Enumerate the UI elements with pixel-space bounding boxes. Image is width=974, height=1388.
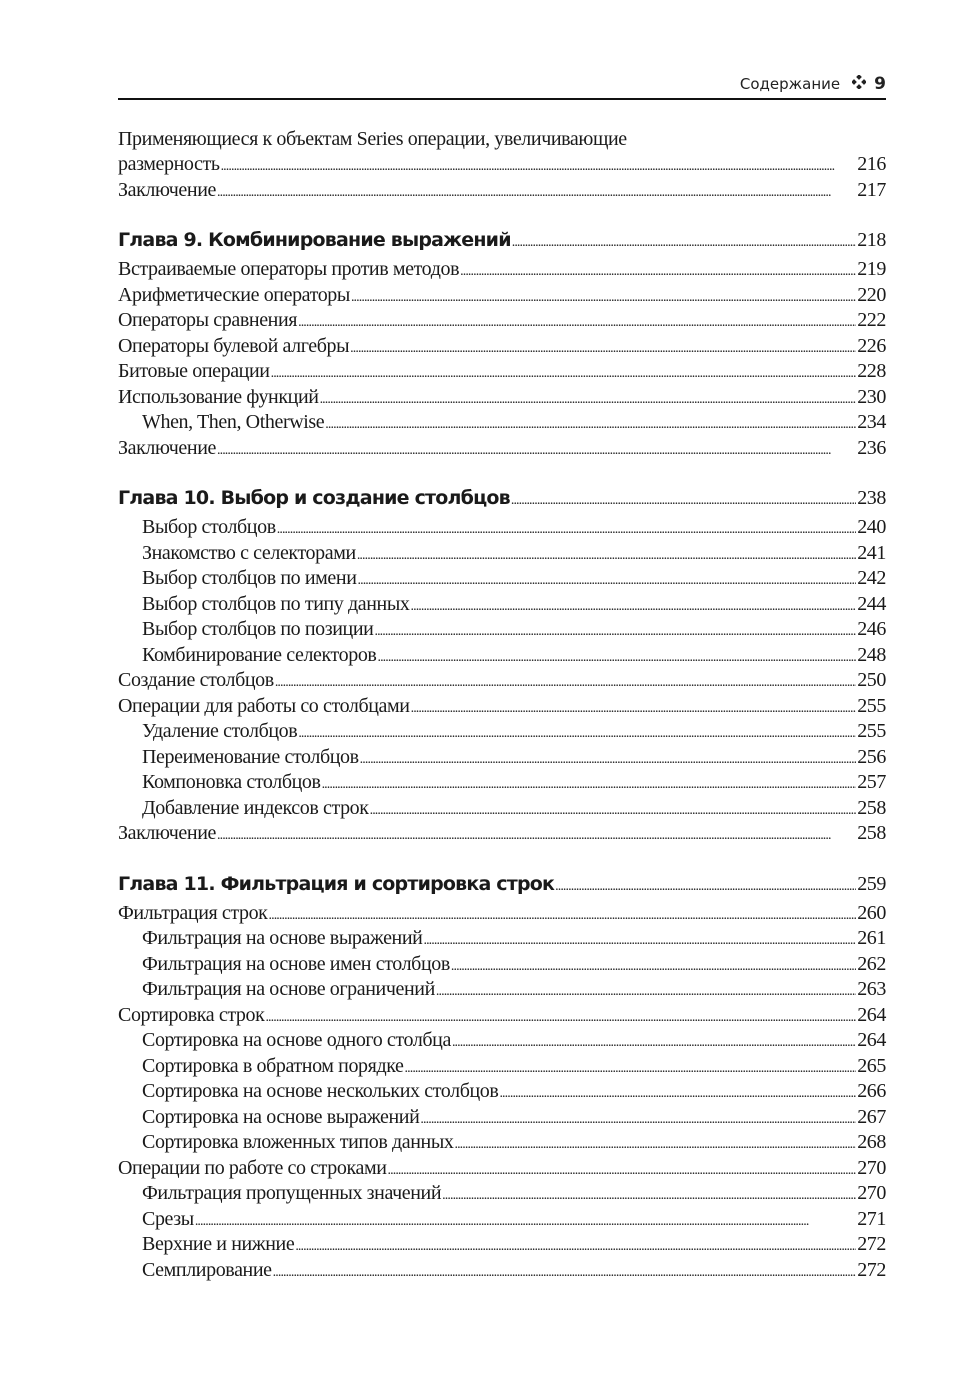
toc-entry[interactable] xyxy=(118,1232,886,1258)
toc-entry[interactable] xyxy=(118,1003,886,1029)
toc-entry-label: Операции для работы со столбцами xyxy=(118,694,410,717)
toc-entry-page: 220 xyxy=(857,283,886,306)
toc-entry-label: Фильтрация на основе выражений xyxy=(142,927,423,949)
toc-entry-page: 234 xyxy=(857,411,886,433)
toc-entry-page: 222 xyxy=(857,309,886,331)
toc-entry-label: Фильтрация строк xyxy=(118,901,268,924)
toc-entry-page: 272 xyxy=(857,1233,886,1255)
dot-leader xyxy=(269,903,857,929)
toc-entry-label: Сортировка строк xyxy=(118,1003,265,1026)
toc-entry-page: 217 xyxy=(857,178,886,201)
toc-entry-label: When, Then, Otherwise xyxy=(142,411,325,433)
dot-leader xyxy=(295,1234,856,1260)
dot-leader xyxy=(512,227,856,258)
toc-entry-page: 255 xyxy=(857,694,886,717)
toc-entry-page: 270 xyxy=(857,1182,886,1204)
toc-entry[interactable] xyxy=(118,796,886,822)
toc-entry-label: Выбор столбцов по имени xyxy=(142,567,357,589)
toc-entry[interactable] xyxy=(118,694,886,720)
toc-entry-page: 266 xyxy=(857,1080,886,1102)
dot-leader xyxy=(411,696,857,722)
toc-entry-page: 272 xyxy=(857,1258,886,1281)
toc-entry[interactable] xyxy=(118,1258,886,1284)
toc-entry-label: Арифметические операторы xyxy=(118,283,350,306)
toc-entry[interactable] xyxy=(118,952,886,978)
dot-leader xyxy=(221,154,857,180)
toc-entry-label: Битовые операции xyxy=(118,360,270,382)
toc-entry[interactable] xyxy=(118,1130,886,1156)
toc-entry-page: 250 xyxy=(857,669,886,691)
dot-leader xyxy=(277,517,856,543)
toc-entry[interactable] xyxy=(118,385,886,411)
toc-entry-label: Переименование столбцов xyxy=(142,745,359,768)
toc-chapter-page: 218 xyxy=(857,229,886,251)
toc-entry-label: Срезы xyxy=(142,1207,194,1230)
running-header xyxy=(118,70,886,98)
toc-entry-page: 228 xyxy=(857,360,886,382)
toc-entry-label: Заключение xyxy=(118,178,216,201)
toc-entry-page: 268 xyxy=(857,1131,886,1153)
toc-entry-page: 256 xyxy=(857,745,886,768)
toc-entry-continuation-line1: Применяющиеся к объектам Series операции, увеличивающие xyxy=(118,128,627,150)
toc-entry[interactable] xyxy=(118,977,886,1003)
dot-leader xyxy=(442,1183,856,1209)
toc-entry[interactable] xyxy=(118,1181,886,1207)
toc-entry[interactable] xyxy=(118,515,886,541)
toc-entry[interactable] xyxy=(118,566,886,592)
toc-entry-label: Сортировка вложенных типов данных xyxy=(142,1131,454,1153)
toc-entry[interactable] xyxy=(118,334,886,360)
toc-entry-label: Встраиваемые операторы против методов xyxy=(118,258,460,280)
toc-entry-label: Компоновка столбцов xyxy=(142,771,321,793)
toc-entry-label: Операторы сравнения xyxy=(118,309,298,331)
toc-chapter-page: 259 xyxy=(857,872,886,895)
toc-entry-label: Фильтрация на основе ограничений xyxy=(142,978,435,1000)
table-of-contents xyxy=(118,126,886,1283)
dot-leader xyxy=(325,412,856,438)
dot-leader xyxy=(298,310,856,336)
toc-chapter-label: Глава 9. Комбинирование выражений xyxy=(118,229,511,251)
toc-entry-page: 261 xyxy=(857,927,886,949)
toc-entry[interactable] xyxy=(118,1105,886,1131)
toc-entry-label: Операции по работе со строками xyxy=(118,1156,387,1179)
toc-entry[interactable] xyxy=(118,821,886,847)
toc-entry-page: 255 xyxy=(857,720,886,742)
section-title: Содержание xyxy=(739,75,841,93)
toc-entry-page: 241 xyxy=(857,541,886,564)
toc-entry-label: Сортировка в обратном порядке xyxy=(142,1054,404,1077)
toc-entry-label: Сортировка на основе одного столбца xyxy=(142,1029,451,1051)
toc-entry[interactable] xyxy=(118,1054,886,1080)
dot-leader xyxy=(420,1107,856,1133)
dot-leader xyxy=(555,871,856,902)
dot-leader xyxy=(436,979,856,1005)
toc-entry-page: 216 xyxy=(857,153,886,175)
toc-entry[interactable] xyxy=(118,257,886,283)
dot-leader xyxy=(275,670,856,696)
toc-chapter-label: Глава 11. Фильтрация и сортировка строк xyxy=(118,872,555,895)
toc-entry[interactable] xyxy=(118,152,886,178)
dot-leader xyxy=(370,798,857,824)
dot-leader xyxy=(350,336,856,362)
toc-entry-page: 265 xyxy=(857,1054,886,1077)
toc-entry-page: 244 xyxy=(857,592,886,615)
toc-chapter-page: 238 xyxy=(857,487,886,509)
dot-leader xyxy=(195,1209,856,1235)
dot-leader xyxy=(388,1158,857,1184)
toc-entry[interactable] xyxy=(118,668,886,694)
toc-entry-label: Выбор столбцов по типу данных xyxy=(142,592,410,615)
toc-entry[interactable] xyxy=(118,745,886,771)
dot-leader xyxy=(217,438,856,464)
dot-leader xyxy=(423,928,856,954)
toc-chapter[interactable] xyxy=(118,483,886,514)
dot-leader xyxy=(271,361,857,387)
toc-entry-page: 242 xyxy=(857,567,886,589)
dot-leader xyxy=(217,180,856,206)
dot-leader xyxy=(320,387,857,413)
toc-entry[interactable] xyxy=(118,901,886,927)
toc-entry-label: Добавление индексов строк xyxy=(142,796,369,819)
toc-entry-label: Фильтрация на основе имен столбцов xyxy=(142,952,450,975)
dot-leader xyxy=(405,1056,857,1082)
toc-entry-label: Комбинирование селекторов xyxy=(142,643,377,666)
toc-entry-label: Верхние и нижние xyxy=(142,1233,295,1255)
toc-entry[interactable] xyxy=(118,617,886,643)
toc-entry-label: Выбор столбцов xyxy=(142,516,276,538)
toc-entry-page: 257 xyxy=(857,771,886,793)
toc-entry-page: 264 xyxy=(857,1003,886,1026)
dot-leader xyxy=(511,485,856,516)
toc-entry-label: размерность xyxy=(118,153,220,175)
dot-leader xyxy=(411,594,857,620)
toc-entry-label: Сортировка на основе выражений xyxy=(142,1105,420,1128)
dot-leader xyxy=(451,954,856,980)
dot-leader xyxy=(265,1005,856,1031)
toc-entry-label: Сортировка на основе нескольких столбцов xyxy=(142,1080,499,1102)
toc-entry[interactable] xyxy=(118,1156,886,1182)
toc-entry-label: Выбор столбцов по позиции xyxy=(142,618,374,640)
toc-entry[interactable] xyxy=(118,643,886,669)
toc-entry[interactable] xyxy=(118,308,886,334)
header-rule xyxy=(118,98,886,100)
toc-entry-page: 264 xyxy=(857,1029,886,1051)
toc-entry-label: Семплирование xyxy=(142,1258,272,1281)
dot-leader xyxy=(454,1132,856,1158)
page-number: 9 xyxy=(874,74,886,94)
dot-leader xyxy=(360,747,857,773)
toc-entry-label: Создание столбцов xyxy=(118,669,274,691)
toc-entry-label: Знакомство с селекторами xyxy=(142,541,356,564)
toc-chapter[interactable] xyxy=(118,225,886,256)
toc-chapter-label: Глава 10. Выбор и создание столбцов xyxy=(118,487,510,509)
toc-entry-page: 258 xyxy=(857,822,886,844)
dot-leader xyxy=(452,1030,856,1056)
dot-leader xyxy=(358,568,857,594)
dot-leader xyxy=(357,543,856,569)
toc-entry[interactable] xyxy=(118,410,886,436)
toc-entry[interactable] xyxy=(118,926,886,952)
four-diamond-ornament-icon xyxy=(852,75,866,93)
toc-entry-page: 246 xyxy=(857,618,886,640)
toc-entry-label: Заключение xyxy=(118,822,216,844)
dot-leader xyxy=(374,619,856,645)
toc-entry-page: 270 xyxy=(857,1156,886,1179)
toc-entry-page: 219 xyxy=(857,258,886,280)
toc-entry[interactable] xyxy=(118,592,886,618)
toc-entry-page: 258 xyxy=(857,796,886,819)
toc-entry-page: 230 xyxy=(857,385,886,408)
toc-entry-page: 236 xyxy=(857,436,886,459)
toc-entry[interactable] xyxy=(118,178,886,204)
toc-entry[interactable] xyxy=(118,1079,886,1105)
toc-entry-label: Фильтрация пропущенных значений xyxy=(142,1182,442,1204)
toc-entry[interactable] xyxy=(118,436,886,462)
toc-chapter[interactable] xyxy=(118,869,886,900)
toc-entry-page: 263 xyxy=(857,978,886,1000)
toc-entry-label: Заключение xyxy=(118,436,216,459)
dot-leader xyxy=(298,721,856,747)
dot-leader xyxy=(377,645,856,671)
dot-leader xyxy=(273,1260,857,1286)
toc-entry[interactable] xyxy=(118,770,886,796)
dot-leader xyxy=(499,1081,856,1107)
dot-leader xyxy=(460,259,856,285)
toc-entry-page: 248 xyxy=(857,643,886,666)
toc-entry-label: Использование функций xyxy=(118,385,319,408)
toc-entry-page: 267 xyxy=(857,1105,886,1128)
toc-entry[interactable] xyxy=(118,541,886,567)
toc-entry-label: Операторы булевой алгебры xyxy=(118,334,350,357)
toc-entry[interactable] xyxy=(118,359,886,385)
dot-leader xyxy=(351,285,856,311)
toc-entry[interactable] xyxy=(118,719,886,745)
toc-entry[interactable] xyxy=(118,1207,886,1233)
toc-entry-page: 260 xyxy=(857,901,886,924)
dot-leader xyxy=(322,772,857,798)
toc-entry-page: 271 xyxy=(857,1207,886,1230)
toc-entry-label: Удаление столбцов xyxy=(142,720,298,742)
toc-entry-page: 262 xyxy=(857,952,886,975)
toc-entry[interactable] xyxy=(118,1028,886,1054)
toc-entry[interactable] xyxy=(118,283,886,309)
toc-entry-page: 240 xyxy=(857,516,886,538)
dot-leader xyxy=(217,823,856,849)
toc-entry-page: 226 xyxy=(857,334,886,357)
